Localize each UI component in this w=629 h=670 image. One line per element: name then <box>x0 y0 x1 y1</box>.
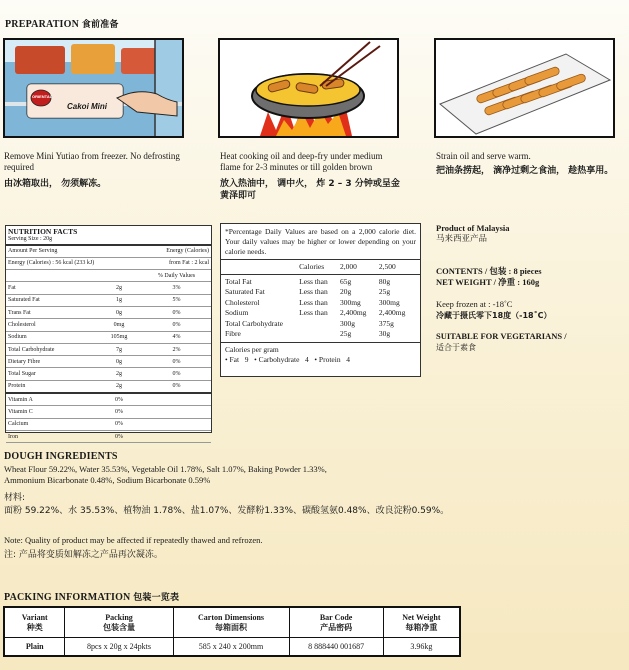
packing-cell: 585 x 240 x 200mm <box>174 638 290 655</box>
freezer-icon <box>5 40 182 136</box>
daily-value-row: Total Carbohydrate 300g 375g <box>225 318 394 328</box>
brand-logo: ORIENTAL <box>32 94 53 99</box>
nutrition-row: Dietary Fibre 0g 0% <box>6 356 211 368</box>
daily-value-row: Fibre 25g 30g <box>225 329 391 339</box>
nutrition-facts-panel <box>5 225 212 440</box>
net-weight: NET WEIGHT / 净重 : 160g <box>436 277 540 287</box>
step1-text-zh: 由冰箱取出， 勿须解冻。 <box>4 179 107 189</box>
vitamin-row: Vitamin C 0% <box>6 406 211 418</box>
nutrition-row: Cholesterol 0mg 0% <box>6 319 211 331</box>
packing-column-header: Carton Dimensions 每箱面积 <box>174 608 290 637</box>
step2-text-zh: 放入热油中， 调中火， 炸 2 – 3 分钟或呈金黄泽即可 <box>220 179 400 201</box>
step3-text-en: Strain oil and serve warm. <box>436 151 531 161</box>
packing-cell: Plain <box>5 638 65 655</box>
packing-cell: 8pcs x 20g x 24pkts <box>65 638 173 655</box>
packing-cell: 3.96kg <box>410 642 433 651</box>
keep-frozen-zh: 冷藏于摄氏零下18度（-18˚C） <box>436 311 552 320</box>
vitamin-row: Calcium 0% <box>6 419 211 431</box>
nutrition-row: Protein 2g 0% <box>6 381 211 394</box>
quality-note-zh: 注: 产品将变质如解冻之产品再次凝冻。 <box>4 550 163 560</box>
quality-note-en: Note: Quality of product may be affected if repeatedly thawed and refrozen. <box>4 535 263 545</box>
preparation-heading: PREPARATION 食前准备 <box>5 19 119 30</box>
vegetarian-en: SUITABLE FOR VEGETARIANS / <box>436 331 567 341</box>
frying-pan-icon <box>220 40 397 136</box>
nutrition-row: Sodium 105mg 4% <box>6 332 211 344</box>
nutrition-row: Trans Fat 0g 0% <box>6 307 211 319</box>
daily-value-row: Cholesterol Less than 300mg 300mg <box>225 297 400 307</box>
amount-header-row: Amount Per Serving Energy (Calories) <box>6 246 211 258</box>
step1-illustration <box>3 38 184 138</box>
origin-zh: 马来西亚产品 <box>436 234 488 244</box>
calories-per-gram-label: Calories per gram <box>225 344 279 354</box>
energy-row: Energy (Calories) : 56 kcal (233 kJ) from Fat : 2 kcal <box>6 258 211 270</box>
contents: CONTENTS / 包装 : 8 pieces <box>436 266 542 276</box>
vitamin-row: Vitamin A 0% <box>6 394 211 406</box>
dough-ingredients-zh: 面粉 59.22%、水 35.53%、植物油 1.78%、盐1.07%、发酵粉1.33%、碳酸氢氨0.48%、改良淀粉0.59%。 <box>4 506 450 516</box>
dv-header-row: % Daily Values <box>6 270 211 282</box>
daily-value-row: Saturated Fat Less than 20g 25g <box>225 287 391 297</box>
packing-column-header: Bar Code 产品密码 <box>290 608 384 637</box>
daily-values-note: *Percentage Daily Values are based on a 2,000 calorie diet. Your daily values may be higher or lower depending on your calorie needs. <box>221 224 420 260</box>
step3-text-zh: 把油条捞起， 滴净过剩之食油， 趁热享用。 <box>436 166 614 176</box>
vegetarian-zh: 适合于素食 <box>436 343 476 352</box>
dough-ingredients-en: Wheat Flour 59.22%, Water 35.53%, Vegetable Oil 1.78%, Salt 1.07%, Baking Powder 1.33%, Ammonium Bicarbonate 0.48%, Sodium Bicarbonate 0.59% <box>4 464 327 485</box>
nutrition-row: Fat 2g 3% <box>6 282 211 294</box>
nutrition-row: Saturated Fat 1g 5% <box>6 295 211 307</box>
serving-size: Serving Size : 20g <box>6 236 211 246</box>
packing-cell: 8 888440 001687 <box>290 638 384 655</box>
keep-frozen-en: Keep frozen at : -18˚C <box>436 299 513 309</box>
packing-column-header: Variant 种类 <box>5 608 65 637</box>
origin-en: Product of Malaysia <box>436 223 510 233</box>
package-label: Cakoi Mini <box>67 102 108 111</box>
nutrition-row: Total Carbohydrate 7g 2% <box>6 344 211 356</box>
daily-value-row: Total Fat Less than 65g 80g <box>225 276 391 286</box>
step3-illustration <box>434 38 615 138</box>
dough-heading: DOUGH INGREDIENTS <box>4 451 118 462</box>
nutrition-title: NUTRITION FACTS <box>8 227 78 236</box>
dv-calories-row: Calories 2,000 2,500 <box>299 262 396 272</box>
calories-per-gram: • Fat 9 • Carbohydrate 4 • Protein 4 <box>225 354 350 364</box>
step2-illustration <box>218 38 399 138</box>
product-info <box>436 223 621 353</box>
daily-values-panel <box>220 223 421 377</box>
nutrition-row: Total Sugar 2g 0% <box>6 368 211 380</box>
dough-zh-label: 材料: <box>4 493 26 503</box>
serving-plate-icon <box>436 40 613 136</box>
packing-heading: PACKING INFORMATION 包装一览表 <box>4 592 180 603</box>
packing-table <box>3 606 461 657</box>
packing-column-header: Packing 包装含量 <box>65 608 173 637</box>
daily-value-row: Sodium Less than 2,400mg 2,400mg <box>225 308 406 318</box>
step2-text-en: Heat cooking oil and deep-fry under medium flame for 2-3 minutes or till golden brown <box>220 151 383 172</box>
packing-column-header: Net Weight 每箱净重 <box>402 612 441 632</box>
step1-text-en: Remove Mini Yutiao from freezer. No defrosting required <box>4 151 180 172</box>
vitamin-row: Iron 0% <box>6 431 211 443</box>
